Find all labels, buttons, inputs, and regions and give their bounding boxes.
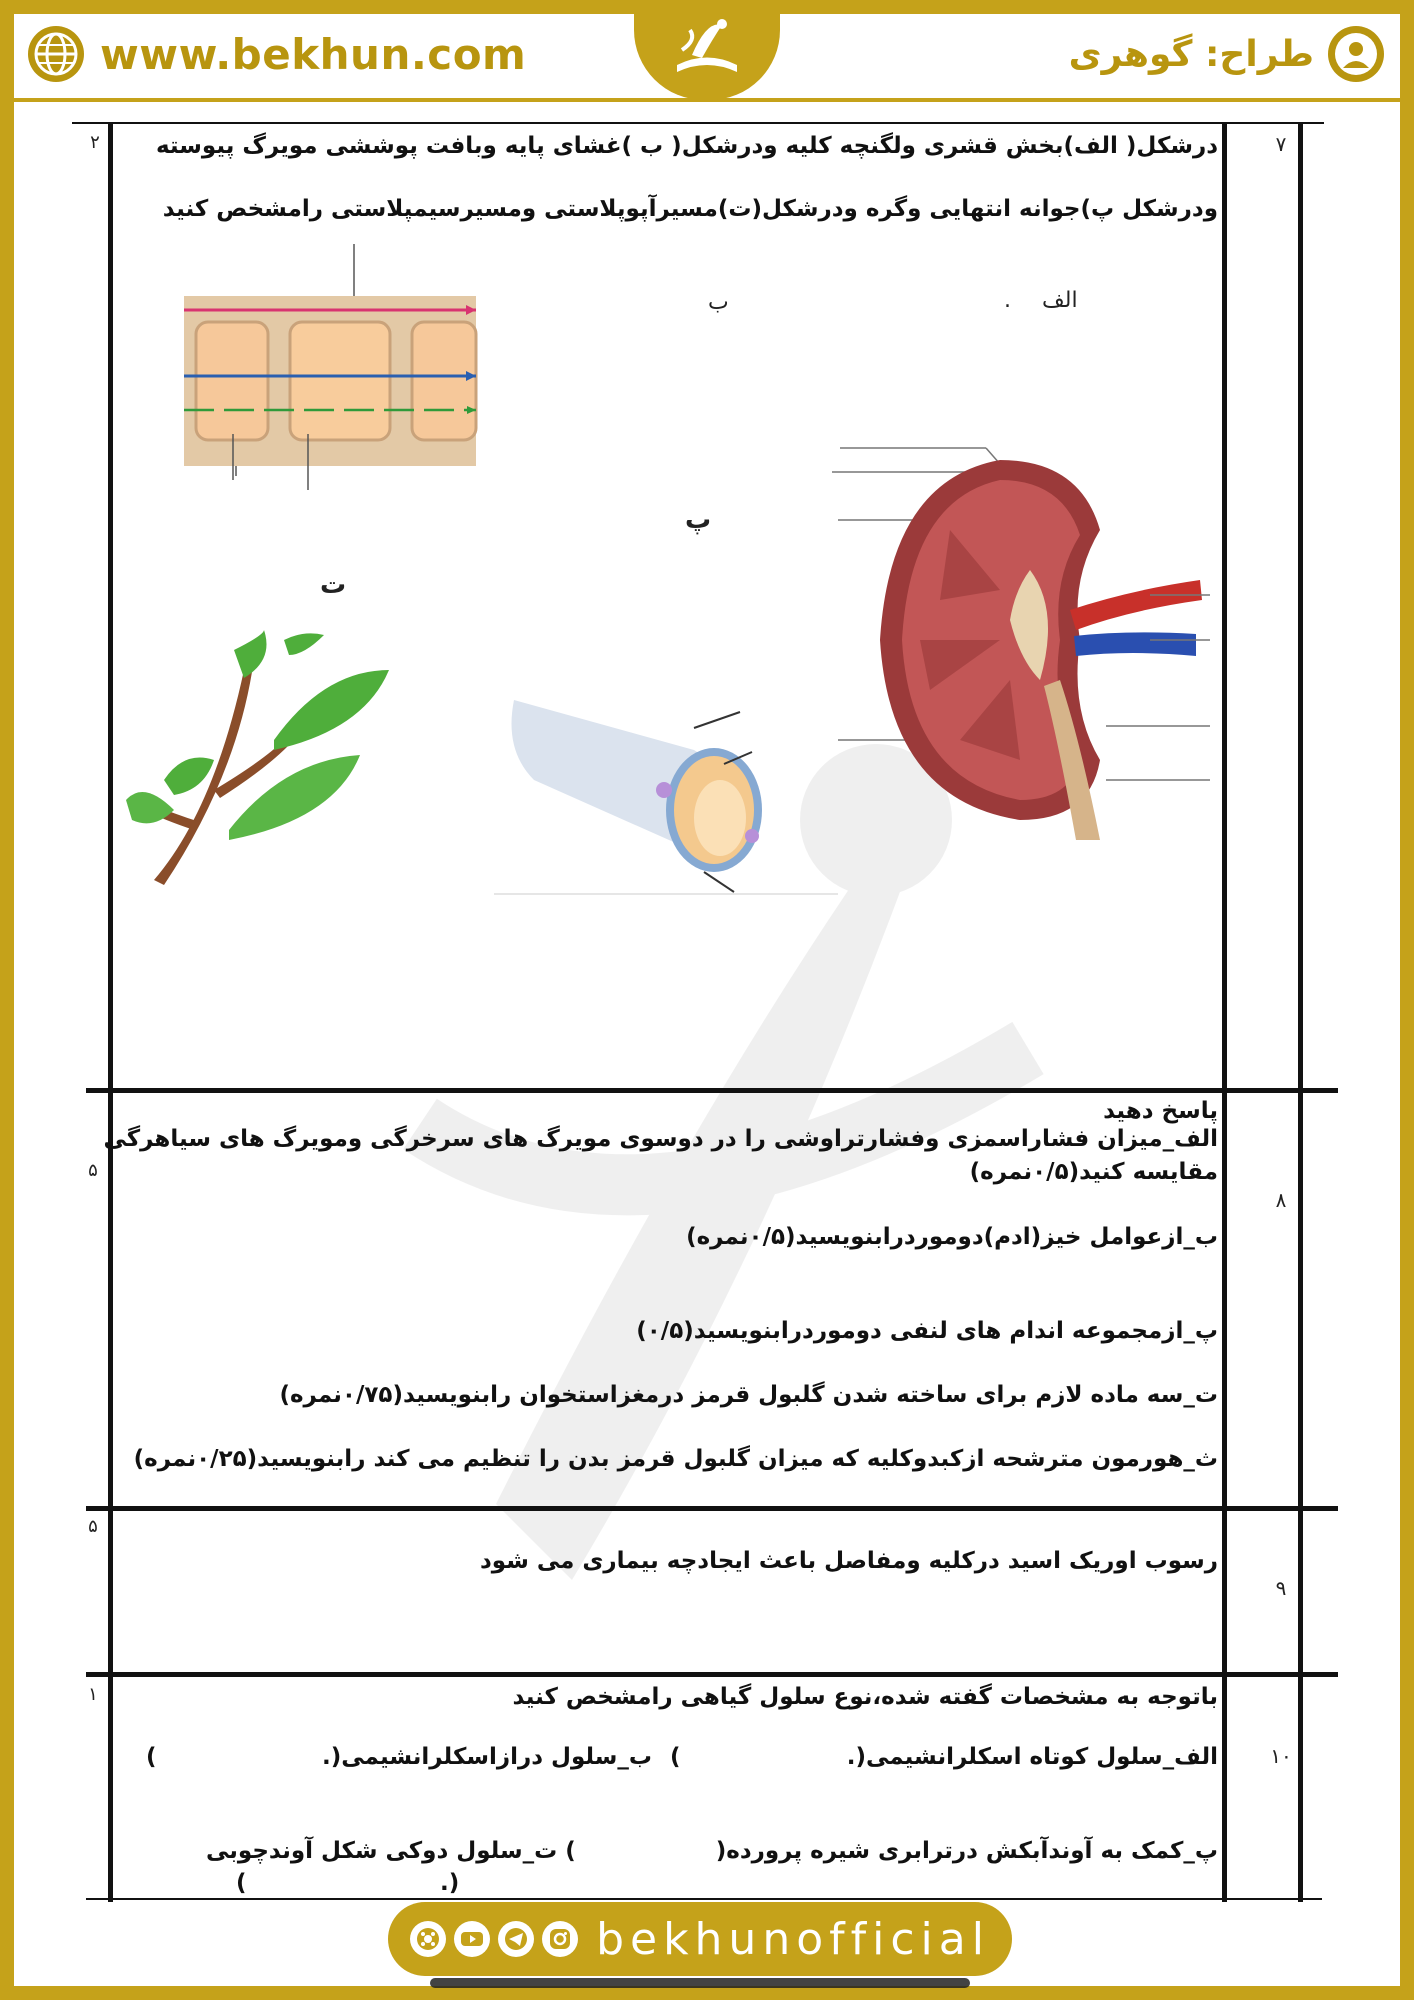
table-top-rule xyxy=(72,122,1324,124)
question-number: ۱۰ xyxy=(1270,1744,1292,1768)
row-divider-1 xyxy=(86,1088,1338,1093)
question-score: ۲ xyxy=(90,132,100,153)
question-score: ۵ xyxy=(88,1516,98,1537)
figure-label-dot: . xyxy=(1004,288,1011,313)
question-score: ۱ xyxy=(88,1684,98,1705)
social-handle[interactable]: bekhunofficial xyxy=(596,1913,990,1965)
instagram-icon[interactable] xyxy=(542,1921,578,1957)
question-text: ودرشکل پ)جوانه انتهایی وگره ودرشکل(ت)مسیرآپوپلاستی ومسیرسیمپلاستی رامشخص کنید xyxy=(162,196,1218,222)
question-text: مقایسه کنید(۰/۵نمره) xyxy=(969,1159,1218,1185)
designer-name: طراح: گوهری xyxy=(1068,33,1314,75)
row-divider-3 xyxy=(86,1672,1338,1677)
figure-label-pe: پ xyxy=(685,505,712,535)
question-text: درشکل( الف)بخش قشری ولگنچه کلیه ودرشکل( ب )غشای پایه وبافت پوششی مویرگ پیوسته xyxy=(155,133,1218,159)
question-text: ت_سه ماده لازم برای ساخته شدن گلبول قرمز درمغزاستخوان رابنویسید(۰/۷۵نمره) xyxy=(279,1382,1218,1408)
answer-bracket: ) xyxy=(146,1744,157,1770)
question-score: ۵ xyxy=(88,1160,98,1181)
answer-bracket: (. xyxy=(440,1870,460,1896)
answer-item: پ_کمک به آوندآبکش درترابری شیره پرورده( xyxy=(715,1838,1218,1864)
table-bottom-rule xyxy=(86,1898,1322,1900)
user-icon xyxy=(1326,24,1386,84)
book-logo-icon xyxy=(662,10,752,90)
apoplast-symplast-figure xyxy=(176,244,480,494)
social-footer xyxy=(388,1902,1012,1976)
question-text: پ_ازمجموعه اندام های لنفی دوموردرابنویسید(۰/۵) xyxy=(636,1318,1218,1344)
question-text: ث_هورمون مترشحه ازکبدوکلیه که میزان گلبول قرمز بدن را تنظیم می کند رابنویسید(۰/۲۵نمره) xyxy=(133,1446,1218,1472)
brand-logo xyxy=(634,0,780,100)
answer-item: ) ت_سلول دوکی شکل آوندچوبی xyxy=(206,1838,576,1864)
question-text: ب_ازعوامل خیز(ادم)دوموردرابنویسید(۰/۵نمره) xyxy=(686,1224,1218,1250)
capillary-figure xyxy=(494,660,838,900)
number-column-line xyxy=(1222,124,1227,1902)
kidney-figure xyxy=(830,440,1216,840)
question-number: ۹ xyxy=(1275,1576,1287,1600)
score-column-line xyxy=(108,124,113,1902)
footer-shadow xyxy=(430,1978,970,1988)
answer-bracket: ) xyxy=(670,1744,681,1770)
question-number: ۸ xyxy=(1275,1188,1287,1212)
answer-bracket: ) xyxy=(236,1870,247,1896)
telegram-icon[interactable] xyxy=(498,1921,534,1957)
row-divider-2 xyxy=(86,1506,1338,1511)
question-text: الف_میزان فشاراسمزی وفشارتراوشی را در دوسوی مویرگ های سرخرگی ومویرگ های سیاهرگی xyxy=(103,1126,1218,1152)
site-url: www.bekhun.com xyxy=(100,29,527,79)
youtube-icon[interactable] xyxy=(454,1921,490,1957)
table-right-line xyxy=(1298,124,1303,1902)
answer-item: ب_سلول درازاسکلرانشیمی(. xyxy=(322,1744,652,1770)
twig-figure xyxy=(124,630,396,892)
question-text: رسوب اوریک اسید درکلیه ومفاصل باعث ایجادچه بیماری می شود xyxy=(479,1548,1218,1574)
question-text: پاسخ دهید xyxy=(1103,1098,1218,1124)
answer-item: الف_سلول کوتاه اسکلرانشیمی(. xyxy=(846,1744,1218,1770)
page-header xyxy=(14,14,1400,102)
site-link[interactable] xyxy=(26,22,526,86)
question-text: باتوجه به مشخصات گفته شده،نوع سلول گیاهی رامشخص کنید xyxy=(512,1684,1218,1710)
gallery-icon[interactable] xyxy=(410,1921,446,1957)
designer-credit xyxy=(1069,22,1386,86)
question-number: ۷ xyxy=(1275,132,1287,156)
globe-icon xyxy=(26,24,86,84)
figure-label-te: ت xyxy=(320,570,347,600)
figure-label-be: ب xyxy=(708,290,729,315)
figure-label-alef: الف xyxy=(1042,288,1078,313)
